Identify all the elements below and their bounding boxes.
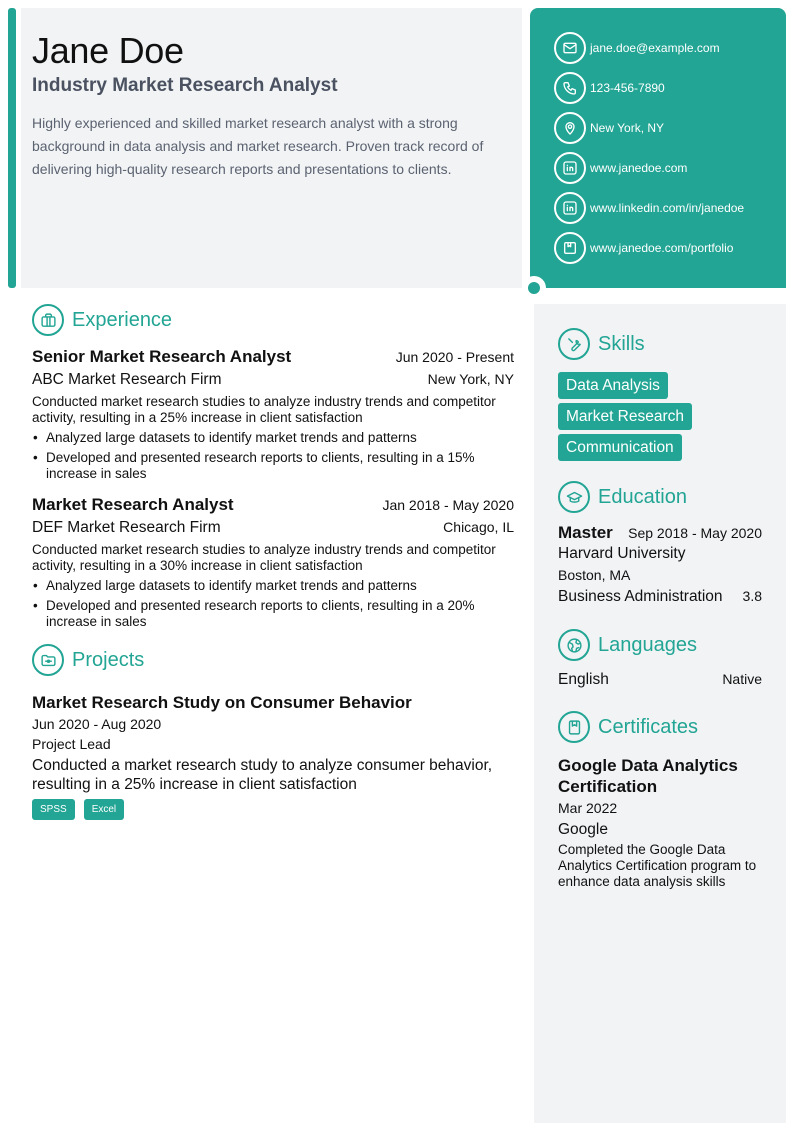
education-heading: Education xyxy=(598,485,687,508)
languages-heading: Languages xyxy=(598,633,697,656)
main-column xyxy=(32,304,514,820)
email-text[interactable]: jane.doe@example.com xyxy=(590,41,720,55)
language-entry xyxy=(558,671,762,689)
education-dates: Sep 2018 - May 2020 xyxy=(628,525,762,541)
contact-portfolio[interactable] xyxy=(554,232,786,264)
briefcase-icon xyxy=(32,304,64,336)
header-panel xyxy=(21,8,522,288)
skills-list xyxy=(558,368,762,461)
accent-bar xyxy=(8,8,16,288)
skill-badge: Data Analysis xyxy=(558,372,668,399)
globe-icon xyxy=(558,629,590,661)
graduation-cap-icon xyxy=(558,481,590,513)
bullet-item: • Analyzed large datasets to identify market trends and patterns xyxy=(32,430,514,446)
sidebar xyxy=(534,304,786,1123)
candidate-name: Jane Doe xyxy=(32,30,184,71)
skill-badge: Communication xyxy=(558,434,682,461)
school: Harvard University xyxy=(558,545,686,562)
projects-header xyxy=(32,644,514,676)
bullet-item: • Analyzed large datasets to identify market trends and patterns xyxy=(32,578,514,594)
education-entry xyxy=(558,523,762,609)
phone-icon xyxy=(554,72,586,104)
certificate-title: Google Data Analytics Certification xyxy=(558,756,738,796)
job-bullets xyxy=(32,430,514,482)
job-entry xyxy=(32,494,514,630)
degree: Master xyxy=(558,523,613,542)
job-dates: Jan 2018 - May 2020 xyxy=(382,497,514,513)
phone-text[interactable]: 123-456-7890 xyxy=(590,81,665,95)
certificate-description: Completed the Google Data Analytics Certification program to enhance data analysis skills xyxy=(558,842,757,889)
job-location: Chicago, IL xyxy=(443,519,514,535)
job-location: New York, NY xyxy=(427,371,514,387)
candidate-title: Industry Market Research Analyst xyxy=(32,75,338,96)
map-pin-icon xyxy=(554,112,586,144)
certificates-header xyxy=(558,711,762,743)
job-description: Conducted market research studies to analyze industry trends and competitor activity, resulting in a 25% increase in client satisfaction xyxy=(32,394,496,425)
certificate-icon xyxy=(558,711,590,743)
portfolio-icon xyxy=(554,232,586,264)
location-text: New York, NY xyxy=(590,121,665,135)
job-description: Conducted market research studies to analyze industry trends and competitor activity, resulting in a 30% increase in client satisfaction xyxy=(32,542,496,573)
job-company: DEF Market Research Firm xyxy=(32,519,221,536)
project-role: Project Lead xyxy=(32,736,111,752)
timeline-dot xyxy=(528,282,540,294)
tag-badge: Excel xyxy=(84,799,124,820)
experience-heading: Experience xyxy=(72,308,173,331)
contact-email[interactable] xyxy=(554,32,786,64)
projects-heading: Projects xyxy=(72,648,145,671)
job-title: Market Research Analyst xyxy=(32,495,234,514)
certificate-entry xyxy=(558,755,762,890)
skills-heading: Skills xyxy=(598,332,645,355)
gpa: 3.8 xyxy=(742,588,762,604)
education-header xyxy=(558,481,762,513)
contact-website[interactable] xyxy=(554,152,786,184)
school-location: Boston, MA xyxy=(558,567,631,583)
contact-phone[interactable] xyxy=(554,72,786,104)
experience-header xyxy=(32,304,514,336)
linkedin-icon xyxy=(554,152,586,184)
certificates-heading: Certificates xyxy=(598,715,699,738)
job-entry xyxy=(32,346,514,482)
skill-badge: Market Research xyxy=(558,403,692,430)
job-company: ABC Market Research Firm xyxy=(32,371,222,388)
summary: Highly experienced and skilled market research analyst with a strong background in data analysis and market research. Proven track record of delivering high-quality research reports and presentations to clients. xyxy=(32,115,484,177)
job-bullets xyxy=(32,578,514,630)
project-entry xyxy=(32,692,514,820)
language-name: English xyxy=(558,671,609,688)
website-link[interactable]: www.janedoe.com xyxy=(590,161,688,175)
bullet-item: • Developed and presented research reports to clients, resulting in a 20% increase in sales xyxy=(32,598,514,630)
mail-icon xyxy=(554,32,586,64)
linkedin-icon xyxy=(554,192,586,224)
folder-icon xyxy=(32,644,64,676)
contact-linkedin[interactable] xyxy=(554,192,786,224)
tag-badge: SPSS xyxy=(32,799,75,820)
certificate-date: Mar 2022 xyxy=(558,800,618,816)
language-level: Native xyxy=(722,671,762,687)
portfolio-link[interactable]: www.janedoe.com/portfolio xyxy=(590,241,734,255)
certificate-issuer: Google xyxy=(558,821,608,838)
bullet-item: • Developed and presented research reports to clients, resulting in a 15% increase in sales xyxy=(32,450,514,482)
field-of-study: Business Administration xyxy=(558,588,723,605)
project-tags xyxy=(32,799,514,820)
job-title: Senior Market Research Analyst xyxy=(32,347,292,366)
linkedin-link[interactable]: www.linkedin.com/in/janedoe xyxy=(590,201,745,215)
job-dates: Jun 2020 - Present xyxy=(395,349,514,365)
contact-location xyxy=(554,112,786,144)
project-title: Market Research Study on Consumer Behavior xyxy=(32,693,412,712)
contact-panel xyxy=(530,8,786,288)
languages-header xyxy=(558,629,762,661)
project-dates: Jun 2020 - Aug 2020 xyxy=(32,716,162,732)
wrench-icon xyxy=(558,328,590,360)
project-description: Conducted a market research study to analyze consumer behavior, resulting in a 25% increase in client satisfaction xyxy=(32,757,493,793)
skills-header xyxy=(558,328,762,360)
